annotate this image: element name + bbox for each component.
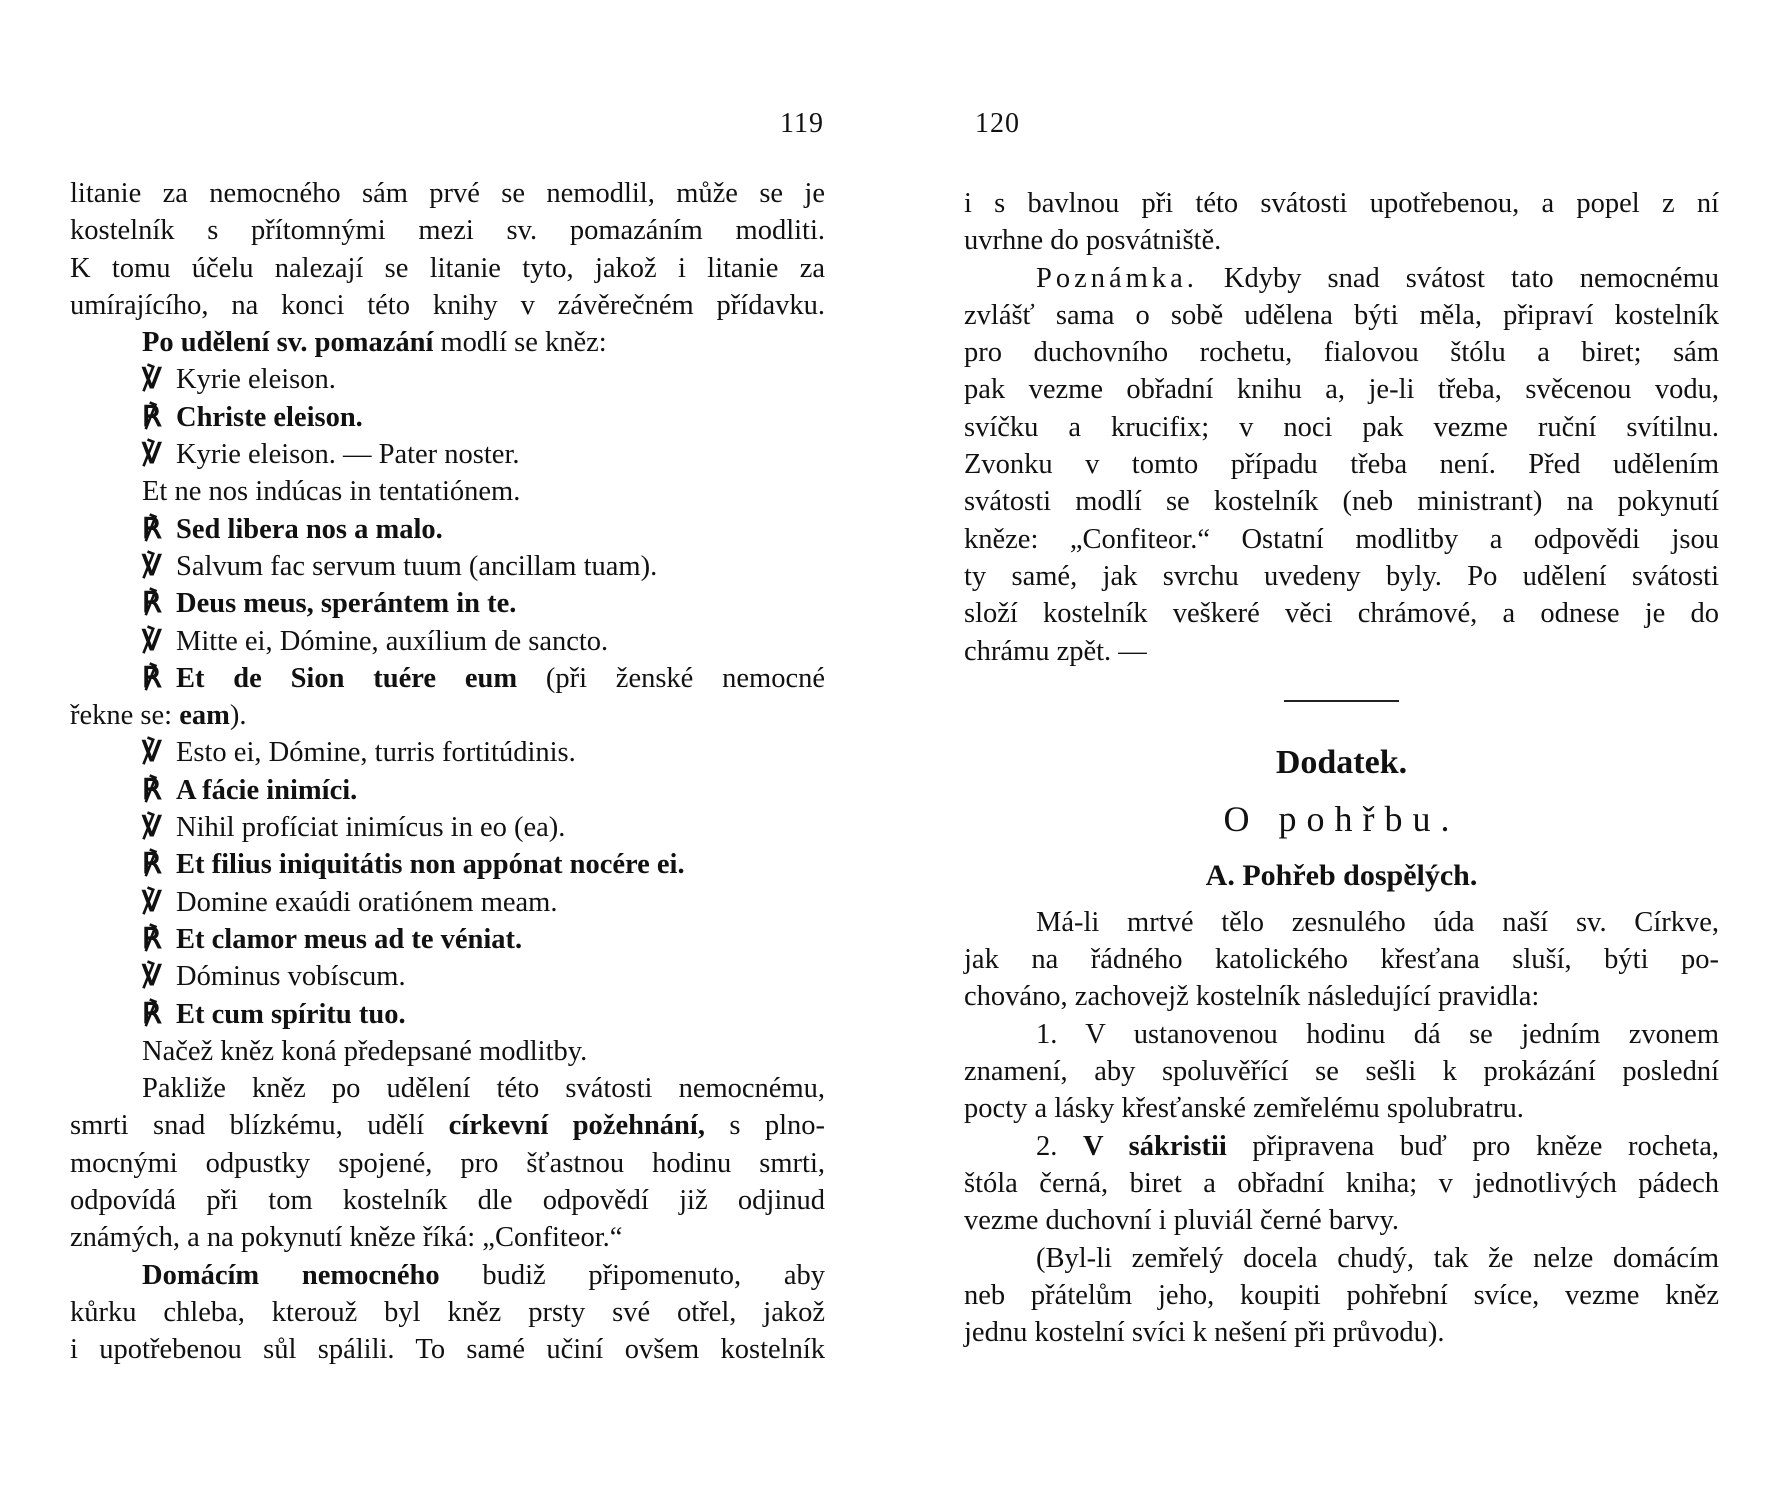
right-text-column bbox=[964, 185, 1719, 1351]
text-fragment-bold: eam bbox=[179, 700, 230, 732]
versicle-symbol: ℣ bbox=[142, 364, 162, 396]
response-symbol: ℟ bbox=[142, 849, 162, 881]
response-text: Christe eleison. bbox=[176, 401, 363, 433]
text-line: pro duchovního rochetu, fialovou štólu a biret; sám bbox=[964, 337, 1719, 369]
versicle-line bbox=[70, 809, 825, 846]
text-line bbox=[964, 521, 1719, 558]
text-line: i upotřebenou sůl spálili. To samé učiní ovšem kostelník bbox=[70, 1334, 825, 1366]
response-symbol: ℟ bbox=[142, 923, 162, 955]
intro-rest: modlí se kněz: bbox=[433, 327, 607, 359]
versicle-line bbox=[70, 958, 825, 995]
text-line: i s bavlnou při této svátosti upotřebenou, a popel z ní bbox=[964, 188, 1719, 219]
versicle-line bbox=[70, 623, 825, 660]
text-line bbox=[964, 1128, 1719, 1165]
versicle-symbol: ℣ bbox=[142, 886, 162, 918]
response-text: A fácie inimíci. bbox=[176, 774, 358, 806]
versicle-symbol: ℣ bbox=[142, 812, 162, 844]
versicle-text: Dóminus vobíscum. bbox=[176, 961, 406, 993]
text-line bbox=[70, 1107, 825, 1144]
response-symbol: ℟ bbox=[142, 513, 162, 545]
heading-dodatek: Dodatek. bbox=[1275, 743, 1408, 781]
versicle-line bbox=[70, 734, 825, 771]
versicle-text: Esto ei, Dómine, turris fortitúdinis. bbox=[176, 737, 576, 769]
text-line: svátosti modlí se kostelník (neb ministrant) na pokynutí bbox=[964, 486, 1719, 518]
intro-bold: Po udělení sv. pomazání bbox=[142, 327, 434, 359]
response-text: Sed libera nos a malo. bbox=[176, 513, 443, 545]
text-fragment: s plno- bbox=[704, 1110, 826, 1142]
response-symbol: ℟ bbox=[142, 588, 162, 620]
versicle-text: Mitte ei, Dómine, auxílium de sancto. bbox=[176, 625, 609, 657]
versicle-symbol: ℣ bbox=[142, 439, 162, 471]
text-line: kůrku chleba, kterouž byl kněz prsty své otřel, jakož bbox=[70, 1296, 825, 1328]
text-line: 1. V ustanovenou hodinu dá se jedním zvonem bbox=[1036, 1018, 1719, 1050]
response-line bbox=[70, 660, 825, 697]
text-line: uvrhne do posvátniště. bbox=[964, 225, 1222, 257]
versicle-text: Domine exaúdi oratiónem meam. bbox=[176, 886, 558, 918]
response-line bbox=[70, 585, 825, 622]
versicle-symbol: ℣ bbox=[142, 625, 162, 657]
response-note: (při ženské nemocné bbox=[517, 662, 825, 694]
response-symbol: ℟ bbox=[142, 401, 162, 433]
text-line: Zvonku v tomto případu třeba není. Před udělením bbox=[964, 449, 1719, 481]
text-line: ty samé, jak svrchu uvedeny byly. Po udělení svátosti bbox=[964, 560, 1719, 592]
text-line: umírajícího, na konci této knihy v závěrečném přídavku. bbox=[70, 289, 825, 321]
text-fragment-bold: V sákristii bbox=[1082, 1130, 1227, 1162]
intro-line bbox=[70, 324, 825, 361]
text-fragment: „Confiteor.“ Ostatní modlitby a odpovědi jsou bbox=[1069, 523, 1719, 555]
note-label: Poznámka. bbox=[1036, 262, 1198, 294]
page-number: 119 bbox=[780, 108, 824, 139]
text-line bbox=[70, 697, 825, 734]
response-text: Et de Sion tuére eum bbox=[176, 662, 518, 694]
text-line: chováno, zachovejž kostelník následující pravidla: bbox=[964, 981, 1540, 1013]
text-line: znamení, aby spoluvěřící se sešli k prokázání poslední bbox=[964, 1056, 1719, 1088]
page-number: 120 bbox=[975, 108, 1020, 139]
text-line: odpovídá při tom kostelník dle odpovědí již odjinud bbox=[70, 1185, 825, 1217]
versicle-text: Salvum fac servum tuum (ancillam tuam). bbox=[176, 550, 658, 582]
versicle-text: Kyrie eleison. bbox=[176, 364, 336, 396]
versicle-symbol: ℣ bbox=[142, 961, 162, 993]
text-line: Pakliže kněz po udělení této svátosti nemocnému, bbox=[142, 1073, 825, 1105]
text-line: štóla černá, biret a obřadní kniha; v jednotlivých pádech bbox=[964, 1167, 1719, 1199]
right-page bbox=[889, 0, 1778, 1500]
text-fragment: kněze: bbox=[964, 523, 1070, 555]
text-line: složí kostelník veškeré věci chrámové, a odnese je do bbox=[964, 598, 1719, 630]
left-text-column bbox=[70, 175, 825, 1369]
response-line bbox=[70, 921, 825, 958]
section-divider bbox=[1284, 700, 1399, 702]
text-line: svíčku a krucifix; v noci pak vezme ruční svítilnu. bbox=[964, 411, 1719, 443]
text-fragment: budiž připomenuto, aby bbox=[439, 1259, 825, 1291]
text-line: pak vezme obřadní knihu a, je-li třeba, svěcenou vodu, bbox=[964, 374, 1719, 406]
response-text: Et clamor meus ad te véniat. bbox=[176, 923, 523, 955]
text-line: mocnými odpustky spojené, pro šťastnou hodinu smrti, bbox=[70, 1147, 825, 1179]
text-fragment-bold: Domácím nemocného bbox=[142, 1259, 440, 1291]
response-symbol: ℟ bbox=[142, 662, 162, 694]
versicle-line bbox=[70, 361, 825, 398]
note-line bbox=[964, 260, 1719, 297]
response-line bbox=[70, 399, 825, 436]
response-line bbox=[70, 772, 825, 809]
heading-o-pohrbu: O pohřbu. bbox=[1223, 798, 1460, 839]
versicle-text: Nihil profíciat inimícus in eo (ea). bbox=[176, 812, 566, 844]
text-fragment: připravena buď pro kněze rocheta, bbox=[1226, 1130, 1720, 1162]
versicle-symbol: ℣ bbox=[142, 550, 162, 582]
text-fragment: 2. bbox=[1036, 1130, 1083, 1162]
response-text: Et filius iniquitátis non appónat nocére ei. bbox=[176, 849, 685, 881]
prayer-line: Et ne nos indúcas in tentatiónem. bbox=[142, 476, 521, 508]
text-fragment-bold: církevní požehnání, bbox=[448, 1110, 705, 1142]
response-symbol: ℟ bbox=[142, 774, 162, 806]
text-fragment: smrti snad blízkému, udělí bbox=[70, 1110, 449, 1142]
text-line: kostelník s přítomnými mezi sv. pomazáním modliti. bbox=[70, 215, 825, 247]
response-text: Et cum spíritu tuo. bbox=[176, 998, 406, 1030]
text-line: jednu kostelní svíci k nešení při průvodu). bbox=[964, 1317, 1445, 1349]
response-text: Deus meus, sperántem in te. bbox=[176, 588, 517, 620]
text-line: Má-li mrtvé tělo zesnulého úda naší sv. Církve, bbox=[1036, 906, 1719, 938]
versicle-line bbox=[70, 436, 825, 473]
response-line bbox=[70, 846, 825, 883]
text-fragment: ). bbox=[229, 700, 247, 732]
text-fragment: řekne se: bbox=[70, 700, 180, 732]
text-line: chrámu zpět. — bbox=[964, 635, 1147, 667]
text-line: zvlášť sama o sobě udělena býti měla, připraví kostelník bbox=[964, 299, 1719, 331]
text-line: vezme duchovní i pluviál černé barvy. bbox=[964, 1205, 1399, 1237]
text-line bbox=[70, 1257, 825, 1294]
text-line: neb přátelům jeho, koupiti pohřební svíce, vezme kněz bbox=[964, 1279, 1719, 1311]
text-line: litanie za nemocného sám prvé se nemodlil, může se je bbox=[70, 178, 825, 209]
text-line: známých, a na pokynutí kněze říká: „Confiteor.“ bbox=[70, 1222, 623, 1254]
versicle-symbol: ℣ bbox=[142, 737, 162, 769]
text-line: pocty a lásky křesťanské zemřelému spolubratru. bbox=[964, 1093, 1524, 1125]
response-line bbox=[70, 996, 825, 1033]
text-line: K tomu účelu nalezají se litanie tyto, jakož i litanie za bbox=[70, 252, 825, 284]
text-line: (Byl-li zemřelý docela chudý, tak že nelze domácím bbox=[1036, 1242, 1719, 1274]
text-line: Načež kněz koná předepsané modlitby. bbox=[142, 1035, 588, 1067]
text-line: jak na řádného katolického křesťana sluší, býti po- bbox=[964, 944, 1719, 976]
response-symbol: ℟ bbox=[142, 998, 162, 1030]
response-line bbox=[70, 511, 825, 548]
subheading: A. Pohřeb dospělých. bbox=[1205, 858, 1478, 892]
versicle-line bbox=[70, 884, 825, 921]
text-fragment: Kdyby snad svátost tato nemocnému bbox=[1197, 262, 1719, 294]
versicle-line bbox=[70, 548, 825, 585]
versicle-text: Kyrie eleison. — Pater noster. bbox=[176, 439, 520, 471]
